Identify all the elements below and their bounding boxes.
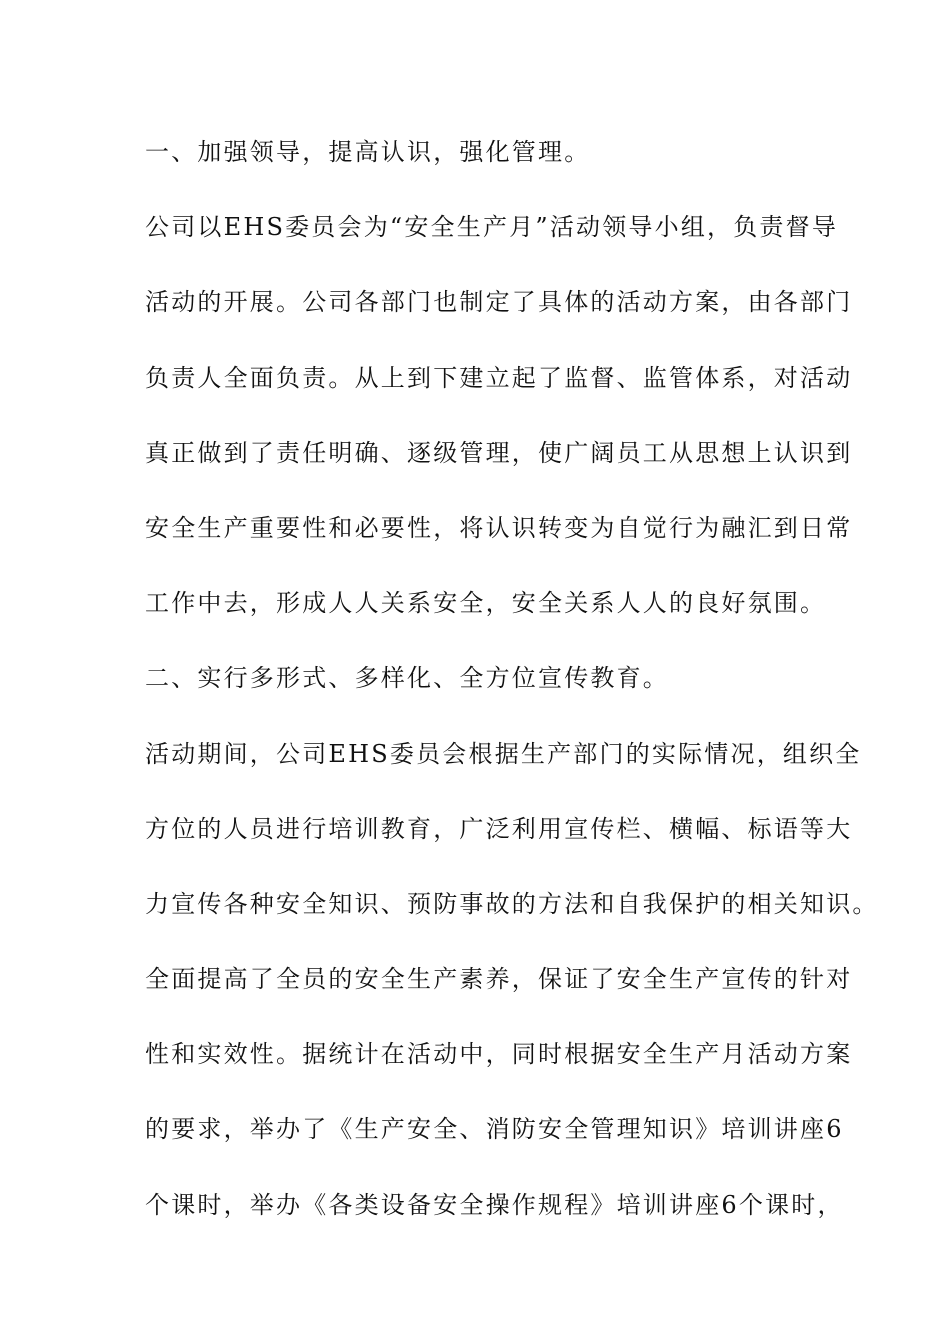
paragraph-line: 个课时，举办《各类设备安全操作规程》培训讲座6个课时， xyxy=(145,1190,844,1219)
paragraph-line: 全面提高了全员的安全生产素养，保证了安全生产宣传的针对 xyxy=(145,965,853,994)
paragraph-line: 方位的人员进行培训教育，广泛利用宣传栏、横幅、标语等大 xyxy=(145,814,853,843)
paragraph-line: 负责人全面负责。从上到下建立起了监督、监管体系，对活动 xyxy=(145,363,853,392)
paragraph-line: 活动的开展。公司各部门也制定了具体的活动方案，由各部门 xyxy=(145,288,853,317)
section-heading-2: 二、实行多形式、多样化、全方位宣传教育。 xyxy=(145,664,669,693)
paragraph-line: 工作中去，形成人人关系安全，安全关系人人的良好氛围。 xyxy=(145,589,827,618)
paragraph-line: 的要求，举办了《生产安全、消防安全管理知识》培训讲座6 xyxy=(145,1115,844,1144)
paragraph-line: 力宣传各种安全知识、预防事故的方法和自我保护的相关知识。 xyxy=(145,889,879,918)
document-body xyxy=(145,128,879,1256)
paragraph-line: 安全生产重要性和必要性，将认识转变为自觉行为融汇到日常 xyxy=(145,513,853,542)
paragraph-line: 真正做到了责任明确、逐级管理，使广阔员工从思想上认识到 xyxy=(145,438,853,467)
paragraph-line: 性和实效性。据统计在活动中，同时根据安全生产月活动方案 xyxy=(145,1040,853,1069)
paragraph-line: 活动期间，公司EHS委员会根据生产部门的实际情况，组织全 xyxy=(145,739,862,768)
paragraph-line: 公司以EHS委员会为“安全生产月”活动领导小组，负责督导 xyxy=(145,213,839,242)
section-heading-1: 一、加强领导，提高认识，强化管理。 xyxy=(145,138,591,166)
